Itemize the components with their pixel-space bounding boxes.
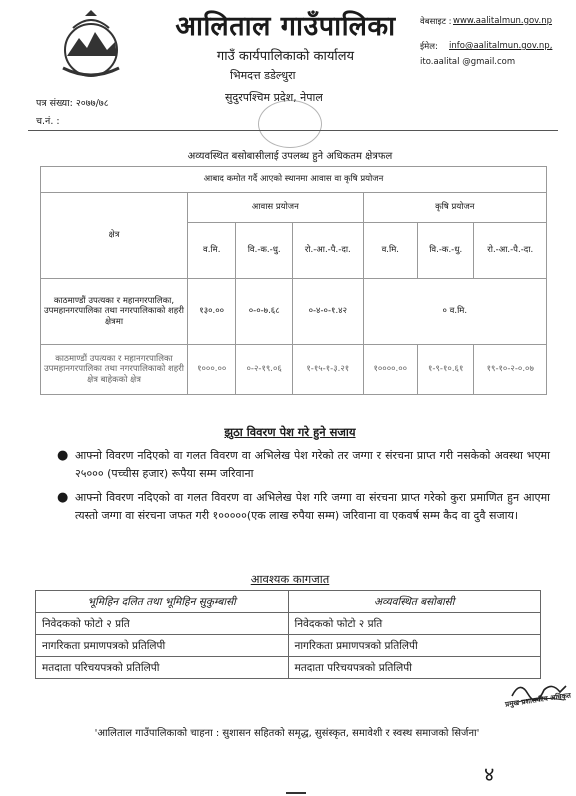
dispatch-number: च.नं. : <box>36 116 60 127</box>
table-cell: नागरिकता प्रमाणपत्रको प्रतिलिपी <box>36 635 289 657</box>
land-area-table <box>40 166 547 395</box>
email-label: ईमेल: <box>420 42 438 52</box>
penalty-list <box>55 447 550 531</box>
table-cell: मतदाता परिचयपत्रको प्रतिलिपी <box>288 657 541 679</box>
office-round-stamp <box>258 100 322 148</box>
bottom-mark <box>286 792 306 794</box>
table1-top-caption: अव्यवस्थित बसोबासीलाई उपलब्ध हुने अधिकतम क्षेत्रफल <box>187 151 393 162</box>
table-cell: १-१५-१-३.२१ <box>292 345 363 395</box>
penalty-heading: झुठा विवरण पेश गरे हुने सजाय <box>224 425 356 439</box>
table-cell: ० व.मि. <box>363 279 546 345</box>
reference-number: पत्र संख्या: २०७७/७८ <box>36 98 109 109</box>
official-stamp: प्रमुख प्रशासकीय अधिकृत <box>504 691 572 709</box>
table-cell: १३०.०० <box>188 279 236 345</box>
documents-heading: आवश्यक कागजात <box>250 572 330 586</box>
unit-header: वि.-क.-धु. <box>236 223 293 279</box>
unit-header: व.मि. <box>188 223 236 279</box>
table-cell: ०-०-७.६८ <box>236 279 293 345</box>
col-agri-header: कृषि प्रयोजन <box>363 193 546 223</box>
bullet-icon: ● <box>57 490 69 505</box>
website-label: वेबसाइट : <box>420 17 452 27</box>
table-cell: निवेदकको फोटो २ प्रति <box>288 613 541 635</box>
documents-table <box>35 590 541 679</box>
office-subtitle: गाउँ कार्यपालिकाको कार्यालय <box>216 49 355 64</box>
nepal-emblem-icon <box>55 10 127 82</box>
table-cell: ०-२-१९.०६ <box>236 345 293 395</box>
row1-area: काठमाण्डौं उपत्यका र महानगरपालिका, उपमहानगरपालिका तथा नगरपालिकाको शहरी क्षेत्रमा <box>41 279 188 345</box>
unit-header: रो.-आ.-पै.-दा. <box>292 223 363 279</box>
col-housing-header: आवास प्रयोजन <box>188 193 364 223</box>
office-location-line2: सुदुरपश्चिम प्रदेश, नेपाल <box>225 91 323 104</box>
unit-header: वि.-क.-धु. <box>417 223 474 279</box>
list-item <box>55 447 550 483</box>
unit-header: व.मि. <box>363 223 417 279</box>
table-cell: नागरिकता प्रमाणपत्रको प्रतिलिपी <box>288 635 541 657</box>
list-item <box>55 489 550 525</box>
table-cell: निवेदकको फोटो २ प्रति <box>36 613 289 635</box>
footer-motto: 'आलिताल गाउँपालिकाको चाहना : सुशासन सहितको समृद्ध, सुसंस्कृत, समावेशी र स्वस्थ समाजको सिर्जना' <box>94 728 480 739</box>
table-cell: १०००.०० <box>188 345 236 395</box>
email-link-2[interactable]: ito.aalital @gmail.com <box>420 57 516 67</box>
col-area-header: क्षेत्र <box>41 193 188 279</box>
penalty-item-2: आफ्नो विवरण नदिएको वा गलत विवरण वा अभिलेख पेश गरि जग्गा वा संरचना प्राप्त गरेको कुरा प्रमाणित हुन आएमा त्यस्तो जग्गा वा संरचना जफत गरी १०००००(एक लाख रुपैया सम्म) जरिवाना वा एकवर्ष सम्म कैद वा दुवै सजाय। <box>75 491 550 522</box>
documents-col2-header: अव्यवस्थित बसोबासी <box>288 591 541 613</box>
page-number: ४ <box>484 762 495 786</box>
table-cell: ०-४-०-१.४२ <box>292 279 363 345</box>
table-cell: १९-१०-२-०.०७ <box>474 345 547 395</box>
table-cell: मतदाता परिचयपत्रको प्रतिलिपी <box>36 657 289 679</box>
table1-caption: आबाद कमोत गर्दै आएको स्थानमा आवास वा कृषि प्रयोजन <box>41 167 547 193</box>
unit-header: रो.-आ.-पै.-दा. <box>474 223 547 279</box>
email-link-1[interactable]: info@aalitalmun.gov.np, <box>449 41 553 51</box>
table-cell: १००००.०० <box>363 345 417 395</box>
office-location-line1: भिमदत्त डडेल्धुरा <box>230 69 296 82</box>
table-cell: १-९-१०.६१ <box>417 345 474 395</box>
penalty-item-1: आफ्नो विवरण नदिएको वा गलत विवरण वा अभिलेख पेश गरेको तर जग्गा र संरचना प्राप्त गरी नसकेको अवस्था भएमा २५००० (पच्चीस हजार) रूपैया सम्म जरिवाना <box>75 449 550 480</box>
documents-col1-header: भूमिहिन दलित तथा भूमिहिन सुकुम्बासी <box>36 591 289 613</box>
bullet-icon: ● <box>57 448 69 463</box>
header-divider <box>28 130 558 131</box>
website-link[interactable]: www.aalitalmun.gov.np <box>453 16 553 26</box>
row2-area: काठमाण्डौं उपत्यका र महानगरपालिका उपमहानगरपालिका तथा नगरपालिकाको शहरी क्षेत्र बाहेकको क्षेत्र <box>41 345 188 395</box>
office-title: आलिताल गाउँपालिका <box>175 11 396 42</box>
